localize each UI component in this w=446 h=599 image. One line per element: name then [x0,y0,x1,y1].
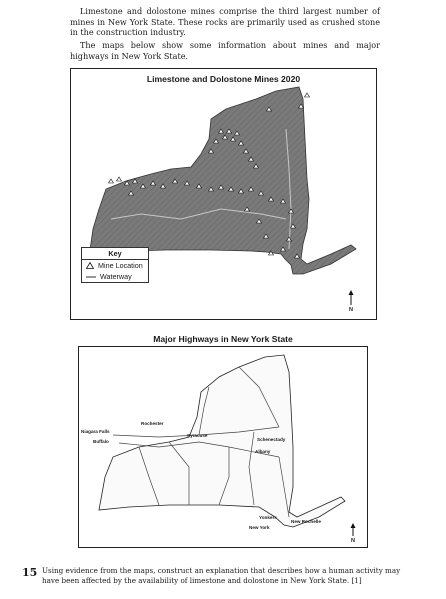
city-label: Albany [255,449,271,454]
question-text [42,566,402,586]
highway-map-title: Major Highways in New York State [153,334,293,344]
highway-north-label: N [351,538,355,544]
north-arrow-icon [349,290,354,305]
mines-map [70,68,377,320]
city-label: Schenectady [257,437,286,442]
key-item-waterway [82,271,148,282]
mines-north-label: N [349,307,353,313]
city-label: Syracuse [187,433,208,438]
ny-state-shape [99,355,345,527]
north-arrow-icon [347,523,359,537]
key-item-label: Waterway [100,272,132,281]
intro-paragraph-1: Limestone and dolostone mines comprise the third largest number of mines in New York State. These rocks are primarily used as crushed stone in the construction industry. [70,6,380,38]
city-label: New Rochelle [291,519,321,524]
question-number: 15 [22,566,38,579]
question-body: Using evidence from the maps, construct an explanation that describes how a human activity may have been affected by the availability of limestone and dolostone in New York State. [42,566,401,585]
city-label: Yonkers [259,515,277,520]
city-label: New York [249,525,270,530]
key-item-label: Mine Location [98,261,143,270]
mines-map-title: Limestone and Dolostone Mines 2020 [146,74,301,84]
city-label: Buffalo [93,439,109,444]
question-credit: [1] [351,576,362,585]
key-title: Key [82,248,148,260]
line-icon [86,274,96,280]
key-item-mine [82,260,148,271]
triangle-icon [86,262,94,269]
city-label: Niagara Falls [81,429,110,434]
intro-paragraph-2: The maps below show some information about mines and major highways in New York State. [70,40,380,61]
mines-map-key [81,247,149,283]
ny-state-shape [89,87,356,274]
ny-highway-outline [79,347,367,547]
city-label: Rochester [141,421,164,426]
highway-map [78,346,368,548]
